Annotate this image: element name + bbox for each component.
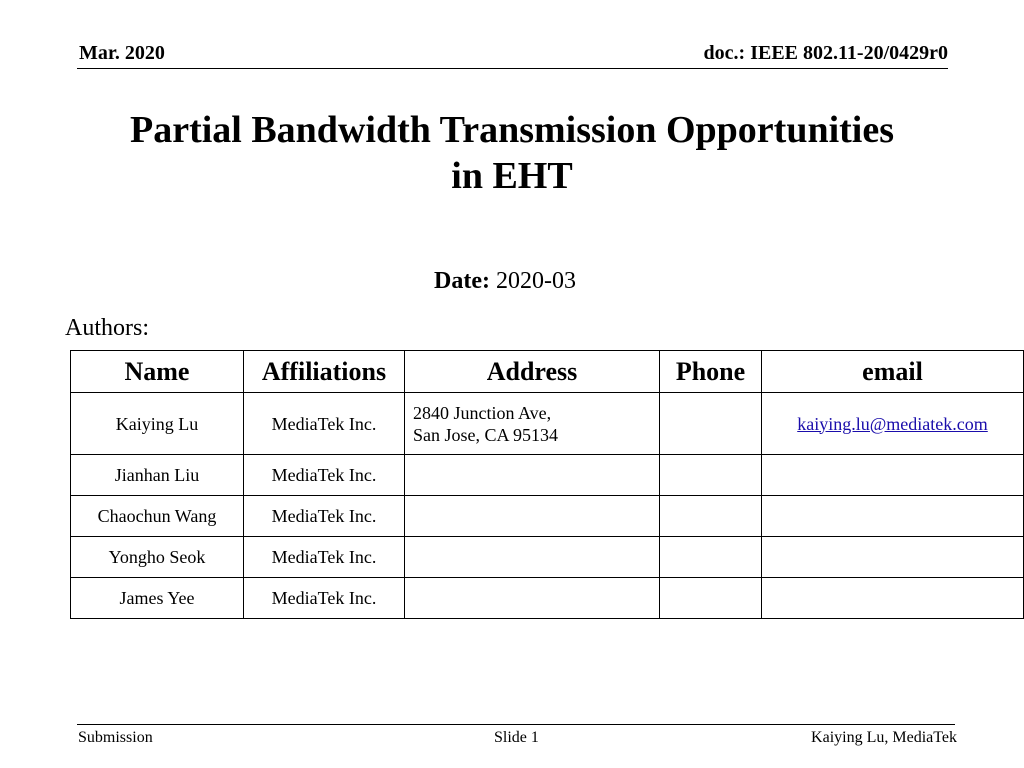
footer-author: Kaiying Lu, MediaTek <box>811 729 957 746</box>
author-name: James Yee <box>71 578 244 619</box>
author-phone <box>660 537 762 578</box>
footer-rule <box>77 724 955 725</box>
author-address <box>405 455 660 496</box>
date-value: 2020-03 <box>495 268 576 294</box>
slide-title <box>0 107 1024 199</box>
authors-table <box>70 350 1024 619</box>
author-email-cell <box>762 393 1024 455</box>
author-address <box>405 393 660 455</box>
column-header-name: Name <box>71 351 244 393</box>
header-date: Mar. 2020 <box>79 42 165 64</box>
date-label: Date: <box>434 268 490 294</box>
author-affiliation: MediaTek Inc. <box>244 578 405 619</box>
author-affiliation: MediaTek Inc. <box>244 455 405 496</box>
author-address <box>405 537 660 578</box>
table-row <box>71 578 1024 619</box>
author-affiliation: MediaTek Inc. <box>244 537 405 578</box>
column-header-phone: Phone <box>660 351 762 393</box>
table-row <box>71 455 1024 496</box>
author-name: Yongho Seok <box>71 537 244 578</box>
footer-slide-number: Slide 1 <box>494 729 539 746</box>
author-email-cell <box>762 578 1024 619</box>
author-email-cell <box>762 455 1024 496</box>
author-email-cell <box>762 496 1024 537</box>
authors-label: Authors: <box>65 315 149 341</box>
footer-submission: Submission <box>78 729 153 746</box>
author-address <box>405 496 660 537</box>
header-rule <box>77 68 948 69</box>
author-email-cell <box>762 537 1024 578</box>
header-doc-id: doc.: IEEE 802.11-20/0429r0 <box>703 42 948 64</box>
column-header-email: email <box>762 351 1024 393</box>
author-phone <box>660 496 762 537</box>
author-phone <box>660 578 762 619</box>
table-row <box>71 393 1024 455</box>
date-line <box>0 266 1010 296</box>
author-phone <box>660 393 762 455</box>
slide-title-line-2: in EHT <box>451 155 573 197</box>
author-address <box>405 578 660 619</box>
author-name: Kaiying Lu <box>71 393 244 455</box>
column-header-address: Address <box>405 351 660 393</box>
author-name: Jianhan Liu <box>71 455 244 496</box>
author-email-link[interactable]: kaiying.lu@mediatek.com <box>797 413 988 434</box>
table-row <box>71 496 1024 537</box>
column-header-affiliations: Affiliations <box>244 351 405 393</box>
table-row <box>71 537 1024 578</box>
author-name: Chaochun Wang <box>71 496 244 537</box>
table-header-row <box>71 351 1024 393</box>
author-affiliation: MediaTek Inc. <box>244 496 405 537</box>
author-affiliation: MediaTek Inc. <box>244 393 405 455</box>
author-address-line-1: 2840 Junction Ave, <box>413 402 552 423</box>
author-address-line-2: San Jose, CA 95134 <box>413 424 559 445</box>
author-phone <box>660 455 762 496</box>
slide-title-line-1: Partial Bandwidth Transmission Opportunities <box>129 109 895 151</box>
